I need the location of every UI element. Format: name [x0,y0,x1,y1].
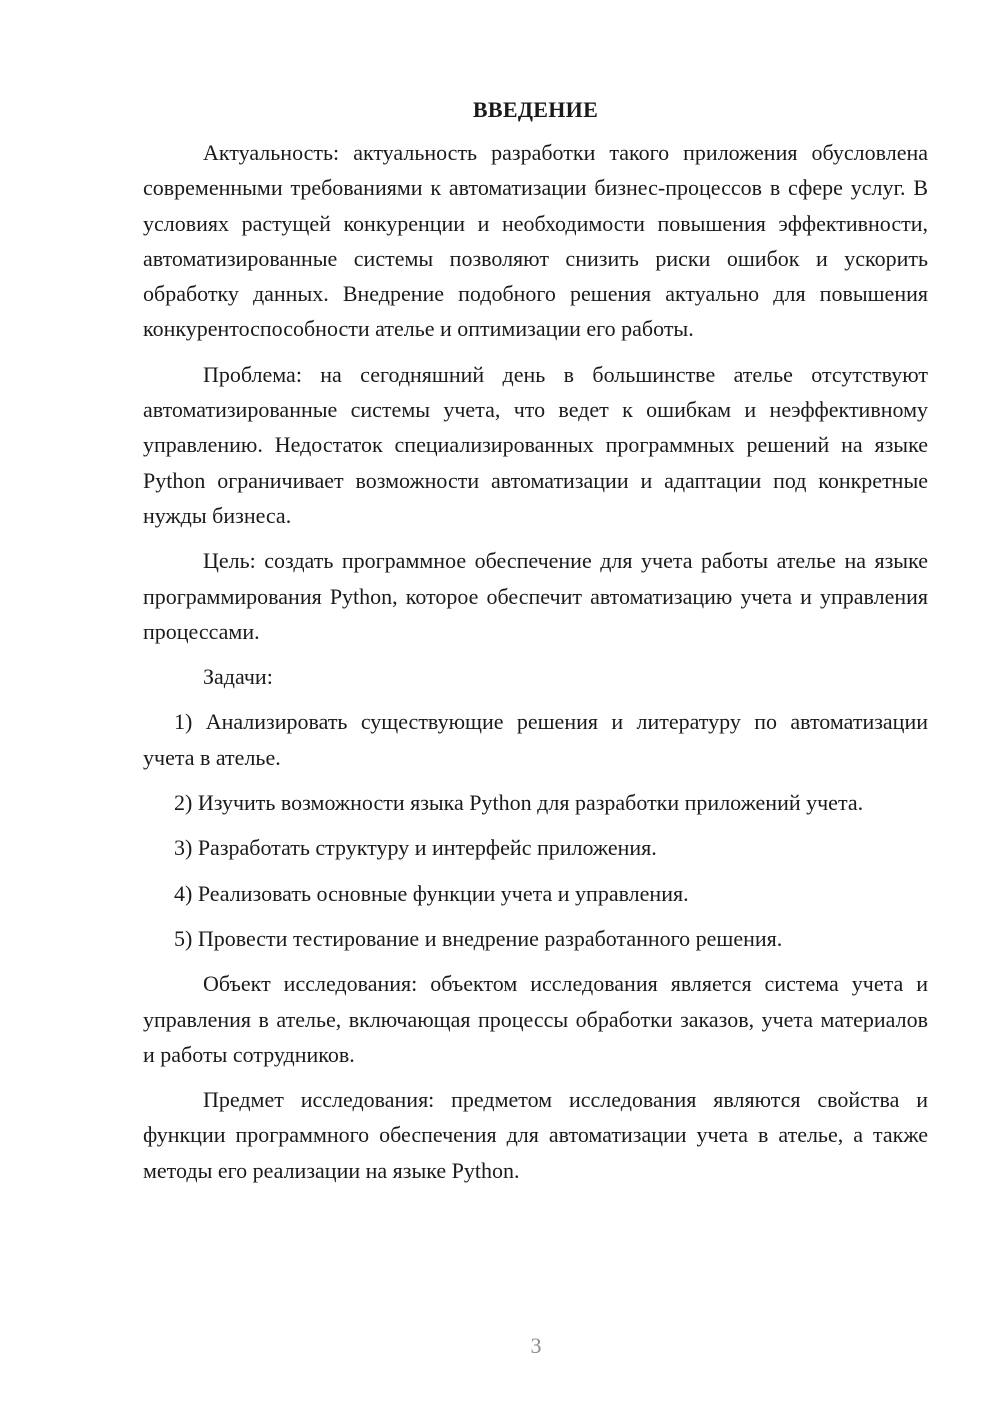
tasks-heading: Задачи: [203,664,273,690]
task-item-4: 4) Реализовать основные функции учета и управления. [174,880,689,906]
page-title: ВВЕДЕНИЕ [472,97,599,122]
paragraph-goal: Цель: создать программное обеспечение для учета работы ателье на языке программирования Python, которое обеспечит автоматизацию учета и управления процессами. [143,548,928,644]
task-item-1: 1) Анализировать существующие решения и литературу по автоматизации учета в ателье. [143,709,928,770]
document-page [143,92,928,1198]
paragraph-subject: Предмет исследования: предметом исследования являются свойства и функции программного обеспечения для автоматизации учета в ателье, а также методы его реализации на языке Python. [143,1087,928,1183]
paragraph-relevance: Актуальность: актуальность разработки такого приложения обусловлена современными требованиями к автоматизации бизнес-процессов в сфере услуг. В условиях растущей конкуренции и необходимости повышения эффективности, автоматизированные системы позволяют снизить риски ошибок и ускорить обработку данных. Внедрение подобного решения актуально для повышения конкурентоспособности ателье и оптимизации его работы. [143,140,928,342]
page-number: 3 [530,1333,542,1358]
paragraph-object: Объект исследования: объектом исследования является система учета и управления в ателье, включающая процессы обработки заказов, учета материалов и работы сотрудников. [143,971,928,1067]
task-item-5: 5) Провести тестирование и внедрение разработанного решения. [174,925,783,951]
paragraph-problem: Проблема: на сегодняшний день в большинстве ателье отсутствуют автоматизированные системы учета, что ведет к ошибкам и неэффективному управлению. Недостаток специализированных программных решений на языке Python ограничивает возможности автоматизации и адаптации под конкретные нужды бизнеса. [143,361,928,528]
task-item-2: 2) Изучить возможности языка Python для разработки приложений учета. [174,790,864,816]
task-item-3: 3) Разработать структуру и интерфейс приложения. [174,835,657,861]
